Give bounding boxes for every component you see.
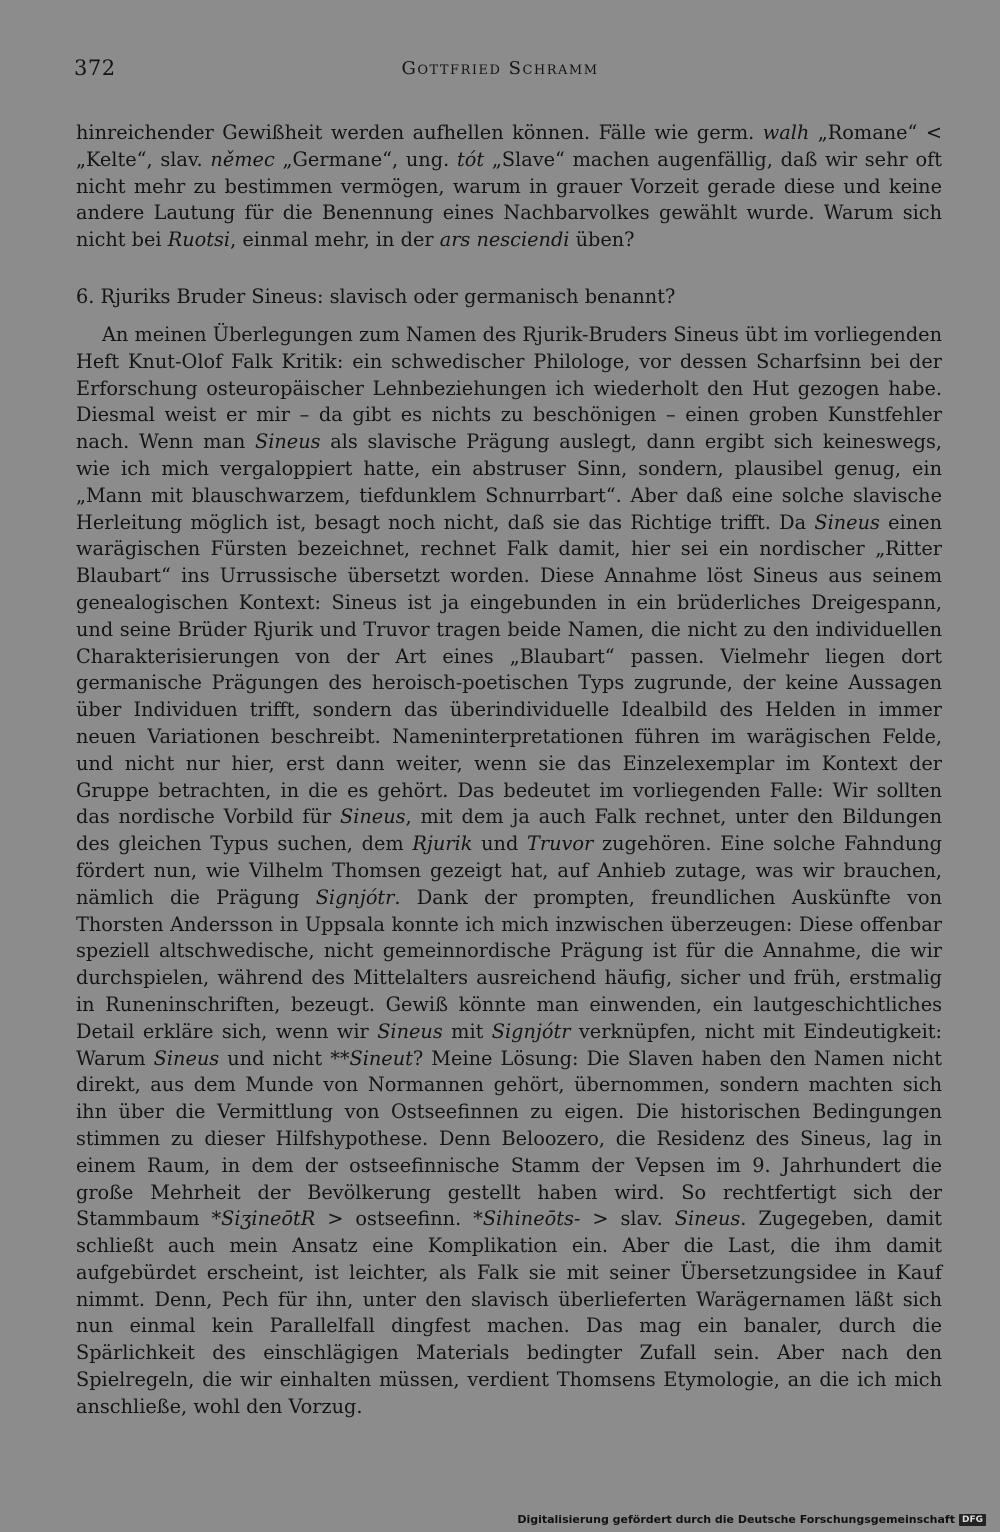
italic-term: walh bbox=[762, 121, 810, 144]
italic-term: Rjurik bbox=[412, 832, 473, 856]
text-run: . Zugegeben, damit schließt auch mein Ansatz eine Komplikation ein. Aber die Last, die ihm damit aufgebürdet erscheint, ist leichter, als Falk sie mit seiner Übersetzungsidee in Kauf nimmt. Denn, Pech für ihn, unter den slavisch überlieferten Warägernamen läßt sich nun einmal kein Parallelfall dingfest machen. Das mag ein banaler, durch die Spärlichkeit des einschlägigen Materials bedingter Zufall sein. Aber nach den Spielregeln, die wir einhalten müssen, verdient Thomsens Etymologie, an die ich mich anschließe, wohl den Vorzug. bbox=[76, 1207, 942, 1418]
text-run: einen warägischen Fürsten bezeichnet, rechnet Falk damit, hier sei ein nordischer „Ritter Blaubart“ ins Urrussische übersetzt worden. Diese Annahme löst Sineus aus seinem genealogischen Kontext: Sineus ist ja eingebunden in ein brüderliches Dreigespann, und seine Brüder Rjurik und Truvor tragen beide Namen, die nicht zu den individuellen Charakterisierungen von der Art eines „Blaubart“ passen. Vielmehr liegen dort germanische Prägungen des heroisch-poetischen Typs zugrunde, der keine Aussagen über Individuen trifft, sondern das überindividuelle Idealbild des Helden in immer neuen Variationen beschreibt. Nameninterpretationen führen im warägischen Felde, und nicht nur hier, erst dann weiter, wenn sie das Einzelexemplar im Kontext der Gruppe betrachten, in die es gehört. Das bedeutet im vorliegenden Falle: Wir sollten das nordische Vorbild für bbox=[76, 510, 942, 829]
page-number: 372 bbox=[74, 56, 116, 80]
text-run: üben? bbox=[569, 228, 635, 252]
text-run: zugehören. Eine solche Fahndung fördert nun, wie Vilhelm Thomsen gezeigt hat, auf Anhieb zutage, was wir brauchen, nämlich die Prägung bbox=[76, 832, 943, 909]
text-run: > ostseefinn. * bbox=[315, 1207, 483, 1231]
paragraph-1 bbox=[76, 120, 942, 254]
text-run: „Romane“ < „Kelte“, slav. bbox=[76, 121, 942, 171]
text-run: verknüpfen, nicht mit Eindeutigkeit: Warum bbox=[76, 1019, 942, 1070]
italic-term: Sineus bbox=[153, 1046, 220, 1070]
text-run: hinreichender Gewißheit werden aufhellen können. Fälle wie germ. bbox=[76, 121, 763, 144]
italic-term: Signjótr bbox=[491, 1019, 571, 1043]
italic-term: tót bbox=[456, 147, 485, 171]
text-run: mit bbox=[442, 1019, 492, 1043]
footer bbox=[517, 1513, 986, 1526]
text-run: . Dank der prompten, freundlichen Auskünfte von Thorsten Andersson in Uppsala konnte ich mich inzwischen überzeugen: Diese offenbar speziell altschwedische, nicht gemeinnordische Prägung ist für die Annahme, die wir durchspielen, während des Mittelalters ausreichend häufig, sicher und früh, erstmalig in Runeninschriften, bezeugt. Gewiß könnte man einwenden, ein lautgeschichtliches Detail erkläre sich, wenn wir bbox=[76, 885, 942, 1043]
text-run: ? Meine Lösung: Die Slaven haben den Namen nicht direkt, aus dem Munde von Normannen gehört, übernommen, sondern machten sich ihn über die Vermittlung von Ostseefinnen zu eigen. Die historischen Bedingungen stimmen zu dieser Hilfshypothese. Denn Beloozero, die Residenz des Sineus, lag in einem Raum, in dem der ostseefinnische Stamm der Vepsen im 9. Jahrhundert die große Mehrheit der Bevölkerung gestellt haben wird. So rechtfertigt sich der Stammbaum * bbox=[76, 1046, 942, 1231]
italic-term: Truvor bbox=[527, 832, 594, 856]
italic-term: Signjótr bbox=[315, 885, 395, 909]
text-run: , mit dem ja auch Falk rechnet, unter den Bildungen des gleichen Typus suchen, dem bbox=[76, 805, 942, 856]
italic-term: Sineus bbox=[377, 1019, 443, 1043]
italic-term: Sineut bbox=[349, 1046, 413, 1070]
italic-term: Sineus bbox=[340, 805, 406, 829]
italic-term: Sineus bbox=[814, 510, 880, 534]
italic-term: Sihineōts- bbox=[482, 1207, 581, 1231]
text-run: „Slave“ machen augenfällig, daß wir sehr oft nicht mehr zu bestimmen vermögen, warum in grauer Vorzeit gerade diese und keine andere Lautung für die Benennung eines Nachbarvolkes gewählt wurde. Warum sich nicht bei bbox=[76, 147, 942, 252]
text-run: als slavische Prägung auslegt, dann ergibt sich keineswegs, wie ich mich vergaloppiert hatte, ein abstruser Sinn, sondern, plausibel genug, ein „Mann mit blauschwarzem, tiefdunklem Schnurrbart“. Aber daß eine solche slavische Herleitung möglich ist, besagt noch nicht, daß sie das Richtige trifft. Da bbox=[76, 430, 942, 534]
text-run: „Germane“, ung. bbox=[274, 147, 457, 171]
italic-term: SiʒineōtR bbox=[221, 1207, 316, 1231]
italic-term: Ruotsi bbox=[167, 228, 231, 252]
text-run: , einmal mehr, in der bbox=[230, 228, 440, 252]
section-heading: 6. Rjuriks Bruder Sineus: slavisch oder germanisch benannt? bbox=[76, 285, 676, 308]
dfg-logo: DFG bbox=[959, 1514, 986, 1526]
italic-term: Sineus bbox=[674, 1207, 741, 1231]
text-run: An meinen Überlegungen zum Namen des Rjurik-Bruders Sineus übt im vorliegenden Heft Knut-Olof Falk Kritik: ein schwedischer Philologe, vor dessen Scharfsinn bei der Erforschung osteuropäischer Lehnbeziehungen ich wiederholt den Hut gezogen habe. Diesmal weist er mir – da gibt es nichts zu beschönigen – einen groben Kunstfehler nach. Wenn man bbox=[76, 323, 942, 454]
text-run: und nicht ** bbox=[219, 1046, 350, 1070]
running-head: Gottfried Schramm bbox=[401, 58, 599, 79]
text-run: > slav. bbox=[580, 1207, 675, 1231]
italic-term: Sineus bbox=[255, 430, 321, 454]
footer-text: Digitalisierung gefördert durch die Deutsche Forschungsgemeinschaft bbox=[517, 1513, 955, 1526]
italic-term: ars nesciendi bbox=[439, 228, 570, 252]
paragraph-2 bbox=[76, 322, 942, 1421]
text-run: und bbox=[472, 832, 528, 856]
italic-term: němec bbox=[210, 147, 275, 171]
